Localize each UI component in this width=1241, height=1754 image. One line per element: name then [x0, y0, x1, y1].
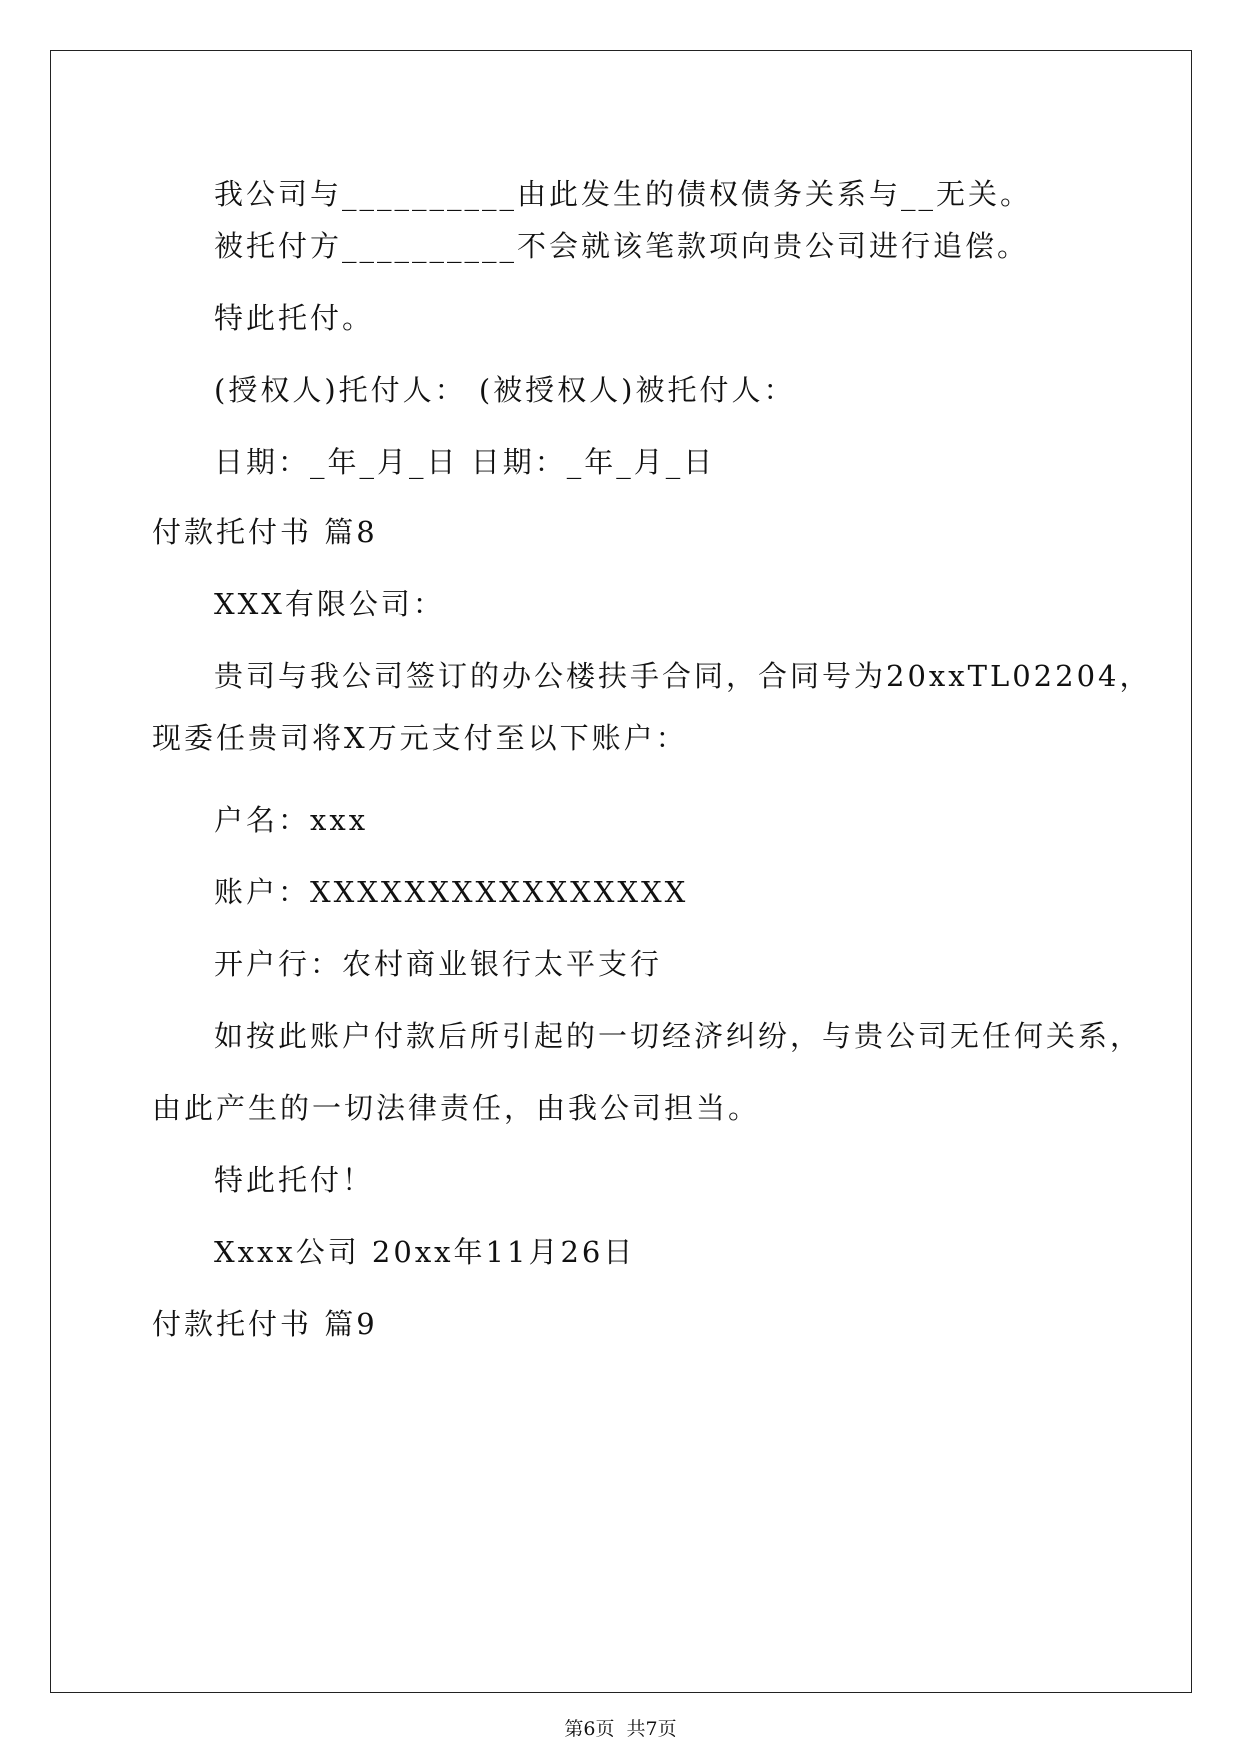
paragraph-entrust-closing: 特此托付。 — [214, 301, 375, 335]
account-bank: 开户行：农村商业银行太平支行 — [214, 947, 663, 981]
section-heading-8: 付款托付书 篇8 — [152, 515, 378, 549]
addressee: XXX有限公司： — [214, 587, 445, 621]
section-heading-9: 付款托付书 篇9 — [152, 1307, 378, 1341]
signature-parties: (授权人)托付人： (被授权人)被托付人： — [214, 373, 796, 407]
paragraph-no-recourse: 被托付方__________不会就该笔款项向贵公司进行追偿。 — [214, 229, 1030, 263]
paragraph-disclaimer: 如按此账户付款后所引起的一切经济纠纷，与贵公司无任何关系， — [214, 1019, 1143, 1053]
signature-dates: 日期：_年_月_日 日期：_年_月_日 — [214, 445, 716, 479]
paragraph-entrust-closing-8: 特此托付！ — [214, 1163, 375, 1197]
paragraph-disclaimer-cont: 由此产生的一切法律责任，由我公司担当。 — [152, 1091, 761, 1125]
page-number: 第6页 共7页 — [564, 1718, 677, 1740]
account-number: 账户：XXXXXXXXXXXXXXXX — [214, 875, 689, 909]
paragraph-debt-relation: 我公司与__________由此发生的债权债务关系与__无关。 — [214, 177, 1033, 211]
paragraph-contract: 贵司与我公司签订的办公楼扶手合同，合同号为20xxTL02204， — [214, 659, 1152, 693]
account-name: 户名：xxx — [214, 803, 369, 837]
paragraph-contract-cont: 现委任贵司将X万元支付至以下账户： — [152, 721, 688, 755]
signature-company-date: Xxxx公司 20xx年11月26日 — [214, 1235, 636, 1269]
